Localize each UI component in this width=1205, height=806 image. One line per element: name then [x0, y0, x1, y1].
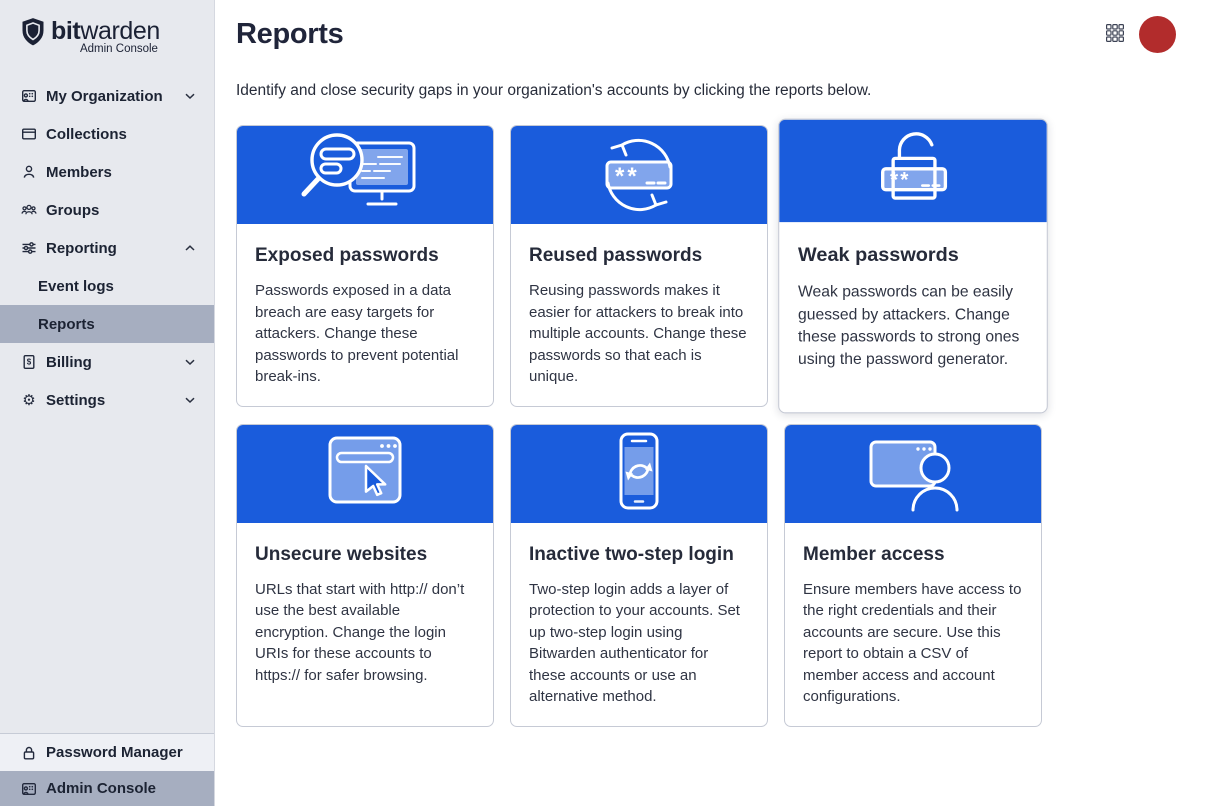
member-icon — [21, 164, 37, 180]
open-padlock-password-illustration — [835, 121, 992, 221]
report-card-exposed-passwords[interactable] — [236, 125, 494, 407]
sidebar-item-label: Members — [46, 163, 112, 181]
card-description: Two-step login adds a layer of protection to your accounts. Set up two-step login using Bitwarden authenticator for these accounts or use an alternative method. — [529, 580, 740, 705]
organization-icon — [21, 781, 37, 797]
card-illustration — [511, 425, 767, 523]
reports-grid — [236, 125, 1042, 727]
organization-icon — [21, 88, 37, 104]
card-description: Ensure members have access to the right credentials and their accounts are secure. Use this report to obtain a CSV of member access and account configurations. — [803, 580, 1022, 705]
sidebar-item-collections[interactable] — [0, 115, 214, 153]
chevron-down-icon — [182, 392, 198, 408]
card-illustration — [785, 425, 1041, 523]
sidebar-item-event-logs[interactable] — [0, 267, 214, 305]
chevron-up-icon — [182, 240, 198, 256]
lock-icon — [21, 745, 37, 761]
bitwarden-logo — [0, 0, 214, 61]
svg-text:**: ** — [890, 168, 911, 192]
report-card-inactive-two-step-login[interactable] — [510, 424, 768, 727]
sidebar-item-groups[interactable] — [0, 191, 214, 229]
sidebar-item-label: Reporting — [46, 239, 117, 257]
sidebar-footer — [0, 733, 214, 806]
gear-icon: ⚙ — [22, 391, 36, 409]
sidebar-item-label: Collections — [46, 125, 127, 143]
apps-grid-icon[interactable] — [1106, 24, 1124, 45]
avatar[interactable] — [1139, 16, 1176, 53]
report-card-weak-passwords[interactable] — [778, 119, 1048, 413]
card-illustration — [511, 126, 767, 224]
collections-icon — [21, 126, 37, 142]
card-body — [237, 224, 493, 406]
chevron-down-icon — [182, 354, 198, 370]
card-body — [785, 523, 1041, 726]
chevron-down-icon — [182, 88, 198, 104]
sidebar-item-label: Billing — [46, 353, 92, 371]
page-header — [236, 16, 1205, 53]
card-title: Exposed passwords — [255, 245, 439, 266]
report-card-member-access[interactable] — [784, 424, 1042, 727]
sidebar-item-reporting[interactable] — [0, 229, 214, 267]
sliders-icon — [21, 240, 37, 256]
card-body — [237, 523, 493, 705]
browser-person-illustration — [838, 426, 988, 522]
svg-text:**: ** — [615, 163, 640, 190]
password-refresh-illustration — [564, 127, 714, 223]
sidebar-item-label: Settings — [46, 391, 106, 409]
report-card-unsecure-websites[interactable] — [236, 424, 494, 727]
card-title: Inactive two-step login — [529, 543, 734, 565]
card-illustration — [237, 425, 493, 523]
card-description: Reusing passwords makes it easier for attackers to break into multiple accounts. Change these passwords so that each is unique. — [529, 282, 747, 385]
report-card-reused-passwords[interactable] — [510, 125, 768, 407]
browser-cursor-illustration — [290, 426, 440, 522]
phone-sync-illustration — [564, 426, 714, 522]
sidebar-item-label: Admin Console — [46, 780, 157, 797]
brand-wordmark: bitwarden — [51, 17, 160, 45]
page-title: Reports — [236, 18, 344, 50]
groups-icon — [21, 202, 37, 218]
card-illustration — [779, 120, 1047, 222]
main-content — [215, 0, 1205, 806]
sidebar-item-label: Event logs — [38, 277, 114, 295]
card-body — [511, 523, 767, 726]
sidebar-item-billing[interactable] — [0, 343, 214, 381]
card-title: Weak passwords — [798, 244, 959, 267]
sidebar-nav — [0, 77, 214, 419]
billing-icon — [21, 354, 37, 370]
sidebar-item-label: Password Manager — [46, 744, 183, 761]
sidebar-item-admin-console[interactable] — [0, 771, 214, 806]
card-title: Unsecure websites — [255, 543, 428, 565]
card-description: URLs that start with http:// don’t use the best available encryption. Change the login URIs for these accounts to https:// for safer browsing. — [255, 580, 465, 684]
sidebar-item-my-organization[interactable] — [0, 77, 214, 115]
sidebar — [0, 0, 215, 806]
sidebar-item-label: My Organization — [46, 87, 163, 105]
card-title: Member access — [803, 543, 945, 565]
sidebar-item-reports[interactable] — [0, 305, 214, 343]
card-description: Weak passwords can be easily guessed by attackers. Change these passwords to strong ones using the password generator. — [798, 282, 1020, 368]
magnifier-monitor-illustration — [290, 127, 440, 223]
bitwarden-shield-icon — [20, 17, 46, 47]
card-body — [511, 224, 767, 406]
card-body — [779, 222, 1047, 389]
card-illustration — [237, 126, 493, 224]
sidebar-item-settings[interactable] — [0, 381, 214, 419]
sidebar-item-label: Groups — [46, 201, 100, 219]
sidebar-item-members[interactable] — [0, 153, 214, 191]
sidebar-item-label: Reports — [38, 315, 95, 333]
page-description: Identify and close security gaps in your organization's accounts by clicking the reports below. — [236, 82, 872, 99]
card-title: Reused passwords — [529, 245, 703, 266]
svg-text:$: $ — [26, 357, 32, 367]
card-description: Passwords exposed in a data breach are easy targets for attackers. Change these passwords to prevent potential break-ins. — [255, 282, 459, 385]
brand-product-label: Admin Console — [79, 43, 158, 55]
sidebar-item-password-manager[interactable] — [0, 734, 214, 771]
